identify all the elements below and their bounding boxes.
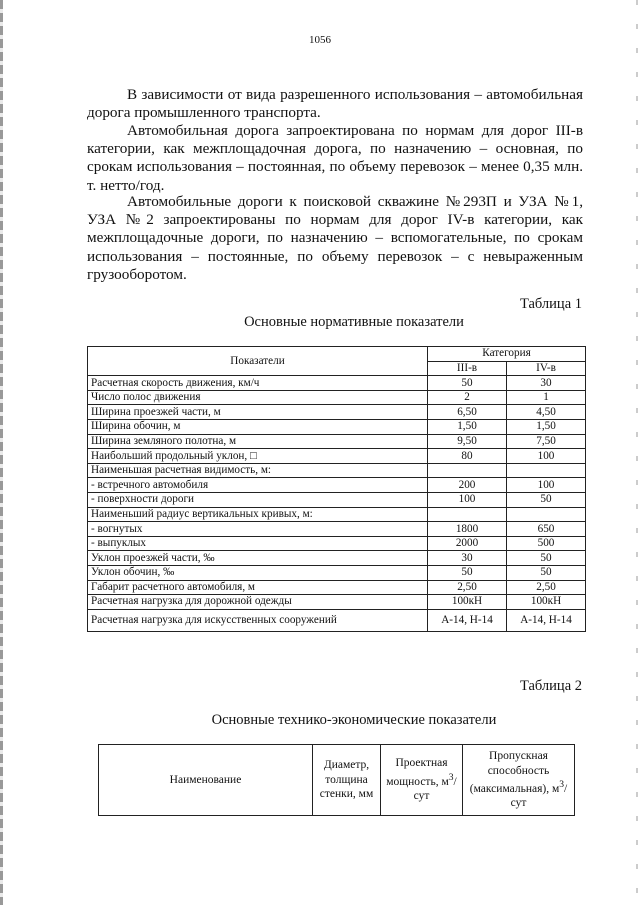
value-category-a: 1800 <box>428 522 507 537</box>
indicator-name: Расчетная скорость движения, км/ч <box>88 376 428 391</box>
value-category-a: А-14, Н-14 <box>428 609 507 631</box>
value-category-b <box>507 463 586 478</box>
table-row <box>88 551 586 566</box>
value-category-a: 2000 <box>428 536 507 551</box>
scan-left-edge <box>0 0 3 905</box>
table-row <box>88 609 586 631</box>
value-category-a: 200 <box>428 478 507 493</box>
indicator-name: Уклон обочин, ‰ <box>88 565 428 580</box>
value-category-b: 100кН <box>507 595 586 610</box>
table-row <box>88 434 586 449</box>
indicator-name: Наименьший радиус вертикальных кривых, м: <box>88 507 428 522</box>
table-row <box>88 522 586 537</box>
value-category-a: 2,50 <box>428 580 507 595</box>
table1-label: Таблица 1 <box>519 296 582 312</box>
indicator-name: Расчетная нагрузка для дорожной одежды <box>88 595 428 610</box>
value-category-a: 100 <box>428 492 507 507</box>
paragraph-3: Автомобильные дороги к поисковой скважине №293П и УЗА №1, УЗА №2 запроектированы по нормам для дорог IV-в категории, как межплощадочные дороги, по назначению – вспомогательные, по срокам использования – постоянные, по объему перевозок – с невыраженным грузооборотом. <box>87 193 583 283</box>
value-category-b: 2,50 <box>507 580 586 595</box>
indicator-name: Ширина обочин, м <box>88 419 428 434</box>
value-category-a: 30 <box>428 551 507 566</box>
value-category-b <box>507 507 586 522</box>
indicator-name: Наибольший продольный уклон, □ <box>88 449 428 464</box>
indicator-name: Ширина проезжей части, м <box>88 405 428 420</box>
value-category-a: 80 <box>428 449 507 464</box>
value-category-b: 50 <box>507 492 586 507</box>
value-category-a: 6,50 <box>428 405 507 420</box>
normative-indicators-table <box>87 346 586 632</box>
indicator-name: - выпуклых <box>88 536 428 551</box>
value-category-a: 2 <box>428 390 507 405</box>
indicator-name: Наименьшая расчетная видимость, м: <box>88 463 428 478</box>
indicator-name: - встречного автомобиля <box>88 478 428 493</box>
indicator-name: - вогнутых <box>88 522 428 537</box>
indicator-name: Габарит расчетного автомобиля, м <box>88 580 428 595</box>
table-row <box>88 463 586 478</box>
scan-right-edge <box>636 0 638 905</box>
value-category-b: 7,50 <box>507 434 586 449</box>
table1-col-a: III-в <box>428 361 507 376</box>
indicator-name: Расчетная нагрузка для искусственных сооружений <box>88 609 428 631</box>
value-category-b: 50 <box>507 551 586 566</box>
table-row <box>88 405 586 420</box>
table-row <box>88 390 586 405</box>
table2-header-throughput: Пропускная способность (максимальная), $м^3$/сут <box>463 745 575 816</box>
value-category-b: 100 <box>507 478 586 493</box>
table-row <box>88 507 586 522</box>
table1-col-b: IV-в <box>507 361 586 376</box>
value-category-b: 500 <box>507 536 586 551</box>
indicator-name: Число полос движения <box>88 390 428 405</box>
table-row <box>88 580 586 595</box>
value-category-b: 50 <box>507 565 586 580</box>
value-category-a: 50 <box>428 376 507 391</box>
table1-title: Основные нормативные показатели <box>244 314 464 330</box>
table-row <box>88 376 586 391</box>
indicator-name: Ширина земляного полотна, м <box>88 434 428 449</box>
table-row <box>88 449 586 464</box>
table-row <box>88 536 586 551</box>
page-number: 1056 <box>309 34 331 46</box>
paragraph-1: В зависимости от вида разрешенного использования – автомобильная дорога промышленного транспорта. <box>87 86 583 122</box>
value-category-b: А-14, Н-14 <box>507 609 586 631</box>
indicator-name: - поверхности дороги <box>88 492 428 507</box>
table2-header-diameter: Диаметр, толщина стенки, мм <box>313 745 381 816</box>
value-category-a: 100кН <box>428 595 507 610</box>
table2-header-row <box>99 745 575 816</box>
value-category-a: 50 <box>428 565 507 580</box>
value-category-b: 4,50 <box>507 405 586 420</box>
indicator-name: Уклон проезжей части, ‰ <box>88 551 428 566</box>
table-row <box>88 419 586 434</box>
value-category-a: 9,50 <box>428 434 507 449</box>
value-category-b: 30 <box>507 376 586 391</box>
table1-header-category: Категория <box>428 347 586 362</box>
table-row <box>88 478 586 493</box>
table2-title: Основные технико-экономические показатели <box>211 712 497 728</box>
table2-label: Таблица 2 <box>519 678 582 694</box>
table2-header-name: Наименование <box>99 745 313 816</box>
table1-header-indicator: Показатели <box>88 347 428 376</box>
table1-header-row <box>88 347 586 362</box>
paragraph-2: Автомобильная дорога запроектирована по нормам для дорог III-в категории, как межплощадочная дорога, по назначению – основная, по срокам использования – постоянная, по объему перевозок – менее 0,35 млн. т. нетто/год. <box>87 122 583 194</box>
value-category-b: 650 <box>507 522 586 537</box>
table2-header-capacity: Проектная мощность, $м^3$/сут <box>381 745 463 816</box>
value-category-a: 1,50 <box>428 419 507 434</box>
value-category-b: 1,50 <box>507 419 586 434</box>
value-category-b: 1 <box>507 390 586 405</box>
table-row <box>88 595 586 610</box>
table-row <box>88 492 586 507</box>
technical-economic-table <box>98 744 575 816</box>
value-category-a <box>428 507 507 522</box>
table-row <box>88 565 586 580</box>
value-category-b: 100 <box>507 449 586 464</box>
value-category-a <box>428 463 507 478</box>
